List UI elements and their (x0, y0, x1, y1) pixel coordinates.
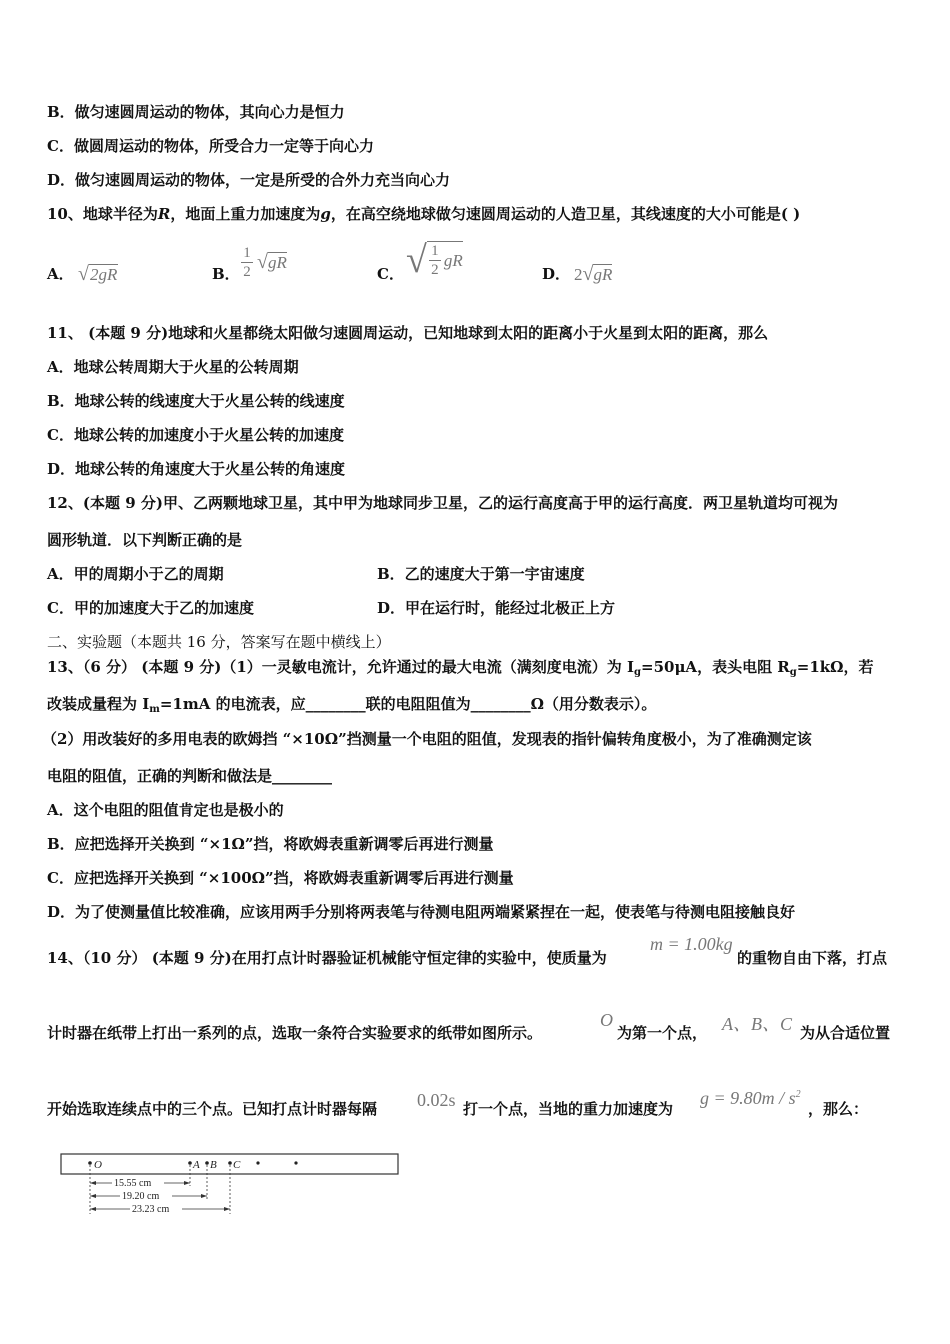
q10-a-radicand: 2gR (89, 265, 118, 284)
q13-sub-m: m (149, 704, 160, 715)
q14-line1: 14、（10 分） (本题 9 分)在用打点计时器验证机械能守恒定律的实验中，使质量为 (47, 949, 607, 967)
tape-dot-a (188, 1161, 192, 1165)
q14-line3-mid: 打一个点，当地的重力加速度为 (463, 1100, 674, 1118)
q12-stem-line2: 圆形轨道．以下判断正确的是 (47, 531, 243, 549)
q10-var-r: R (157, 205, 171, 223)
q10-c-num: 1 (431, 243, 439, 259)
q10-option-c-expr (406, 238, 463, 282)
q9-option-b: B．做匀速圆周运动的物体，其向心力是恒力 (47, 103, 345, 121)
q12-option-d: D．甲在运行时，能经过北极正上方 (377, 599, 616, 617)
tape-dist-ob: 19.20 cm (122, 1191, 160, 1202)
q10-d-radicand: gR (593, 265, 613, 284)
q10-stem-post: ，在高空绕地球做匀速圆周运动的人造卫星，其线速度的大小可能是( ) (330, 205, 801, 223)
q11-stem: 11、 (本题 9 分)地球和火星都绕太阳做匀速圆周运动，已知地球到太阳的距离小于火星到太阳的距离，那么 (47, 324, 769, 342)
q13-line1 (47, 657, 874, 683)
q14-gravity-exp: 2 (795, 1089, 801, 1100)
q10-option-a-expr (78, 263, 118, 286)
q14-line2-post: 为从合适位置 (800, 1024, 891, 1042)
paper-tape-figure (60, 1148, 405, 1220)
q12-option-c: C．甲的加速度大于乙的加速度 (47, 599, 254, 617)
tape-label-c: C (233, 1159, 241, 1171)
q14-mass-expr: m = 1.00kg (650, 934, 733, 954)
sqrt-sign-icon: √ (78, 263, 89, 285)
q13-option-a: A．这个电阻的阻值肯定也是极小的 (47, 801, 284, 819)
q14-gravity (700, 1088, 801, 1109)
q12-option-b: B．乙的速度大于第一宇宙速度 (377, 565, 585, 583)
q14-line2-pre: 计时器在纸带上打出一系列的点，选取一条符合实验要求的纸带如图所示。 (47, 1024, 543, 1042)
q10-option-d-expr (574, 263, 612, 286)
q10-option-c-label: C． (377, 265, 404, 283)
tape-dot-c (228, 1161, 232, 1165)
q10-stem-mid: ，地面上重力加速度为 (170, 205, 321, 223)
q12-option-a: A．甲的周期小于乙的周期 (47, 565, 224, 583)
q13-sub-g1: g (634, 667, 642, 678)
q11-option-b: B．地球公转的线速度大于火星公转的线速度 (47, 392, 345, 410)
q13-line2-post: =1mA 的电流表，应________联的电阻阻值为________Ω（用分数表示）。 (159, 695, 657, 713)
q13-line1-post: =1kΩ，若 (796, 658, 874, 676)
q13-line1-pre: 13、（6 分） (本题 9 分)（1）一灵敏电流计，允许通过的最大电流（满刻度电流）为 I (47, 658, 635, 676)
q13-option-c: C．应把选择开关换到 “×100Ω”挡，将欧姆表重新调零后再进行测量 (47, 869, 514, 887)
q10-stem-pre: 10、地球半径为 (47, 205, 158, 223)
q10-d-coef: 2 (574, 265, 583, 284)
q13-line1-mid: =50μA，表头电阻 R (641, 658, 790, 676)
q10-c-den: 2 (431, 262, 439, 278)
section-2-title: 二、实验题（本题共 16 分，答案写在题中横线上） (47, 633, 391, 651)
q13-part2-line2: 电阻的阻值，正确的判断和做法是________ (47, 767, 333, 785)
tape-label-a: A (193, 1159, 200, 1171)
q12-stem-line1: 12、(本题 9 分)甲、乙两颗地球卫星，其中甲为地球同步卫星，乙的运行高度高于甲的运行高度．两卫星轨道均可视为 (47, 494, 838, 512)
tape-label-b: B (210, 1159, 217, 1171)
q10-c-radicand (427, 241, 463, 279)
q10-var-g: g (320, 205, 331, 223)
q11-option-d: D．地球公转的角速度大于火星公转的角速度 (47, 460, 346, 478)
arrow-left-icon (90, 1181, 96, 1185)
q10-b-radicand: gR (267, 253, 287, 272)
q10-option-b-label: B． (212, 265, 240, 283)
q10-c-fraction (429, 242, 441, 279)
q13-line2-pre: 改装成量程为 I (47, 695, 150, 713)
q13-part2-line1: （2）用改装好的多用电表的欧姆挡 “×10Ω”挡测量一个电阻的阻值，发现表的指针偏转角度极小，为了准确测定该 (42, 730, 812, 748)
q14-points-abc: A、B、C (722, 1014, 792, 1034)
q9-option-c: C．做圆周运动的物体，所受合力一定等于向心力 (47, 137, 374, 155)
tape-label-o: O (94, 1159, 102, 1171)
q14-point-o: O (600, 1010, 613, 1030)
q9-option-d: D．做匀速圆周运动的物体，一定是所受的合外力充当向心力 (47, 171, 451, 189)
arrow-right-icon (201, 1194, 207, 1198)
arrow-left-icon (90, 1194, 96, 1198)
q11-option-a: A．地球公转周期大于火星的公转周期 (47, 358, 299, 376)
sqrt-sign-icon: √ (257, 251, 268, 273)
q14-line2-mid: 为第一个点， (617, 1024, 708, 1042)
q11-option-c: C．地球公转的加速度小于火星公转的加速度 (47, 426, 344, 444)
arrow-left-icon (90, 1207, 96, 1211)
tape-dot-o (88, 1161, 92, 1165)
tape-dist-oc: 23.23 cm (132, 1204, 170, 1215)
q10-b-den: 2 (243, 264, 251, 280)
q13-option-d: D．为了使测量值比较准确，应该用两手分别将两表笔与待测电阻两端紧紧捏在一起，使表笔与待测电阻接触良好 (47, 903, 796, 921)
q13-sub-g2: g (789, 667, 797, 678)
q14-gravity-expr: g = 9.80m / s (700, 1088, 796, 1108)
q10-b-fraction (241, 244, 253, 281)
q14-line1-post: 的重物自由下落，打点 (737, 949, 888, 967)
arrow-right-icon (184, 1181, 190, 1185)
tape-dot-extra-1 (256, 1161, 259, 1164)
sqrt-sign-icon: √ (582, 263, 594, 285)
tape-dist-oa: 15.55 cm (114, 1178, 152, 1189)
q10-option-a-label: A． (47, 265, 74, 283)
q14-line3-post: ，那么： (808, 1100, 869, 1118)
tape-dot-b (205, 1161, 209, 1165)
arrow-right-icon (224, 1207, 230, 1211)
q10-b-num: 1 (243, 245, 251, 261)
q10-stem (47, 204, 800, 224)
q14-interval: 0.02s (417, 1090, 456, 1110)
q10-c-gr: gR (443, 250, 463, 270)
tape-dot-extra-2 (294, 1161, 297, 1164)
q10-option-d-label: D． (542, 265, 571, 283)
sqrt-sign-icon: √ (406, 239, 427, 281)
q13-line2 (47, 694, 656, 720)
q14-line3-pre: 开始选取连续点中的三个点。已知打点计时器每隔 (47, 1100, 378, 1118)
q10-option-b-expr (241, 244, 287, 281)
q13-option-b: B．应把选择开关换到 “×1Ω”挡，将欧姆表重新调零后再进行测量 (47, 835, 494, 853)
